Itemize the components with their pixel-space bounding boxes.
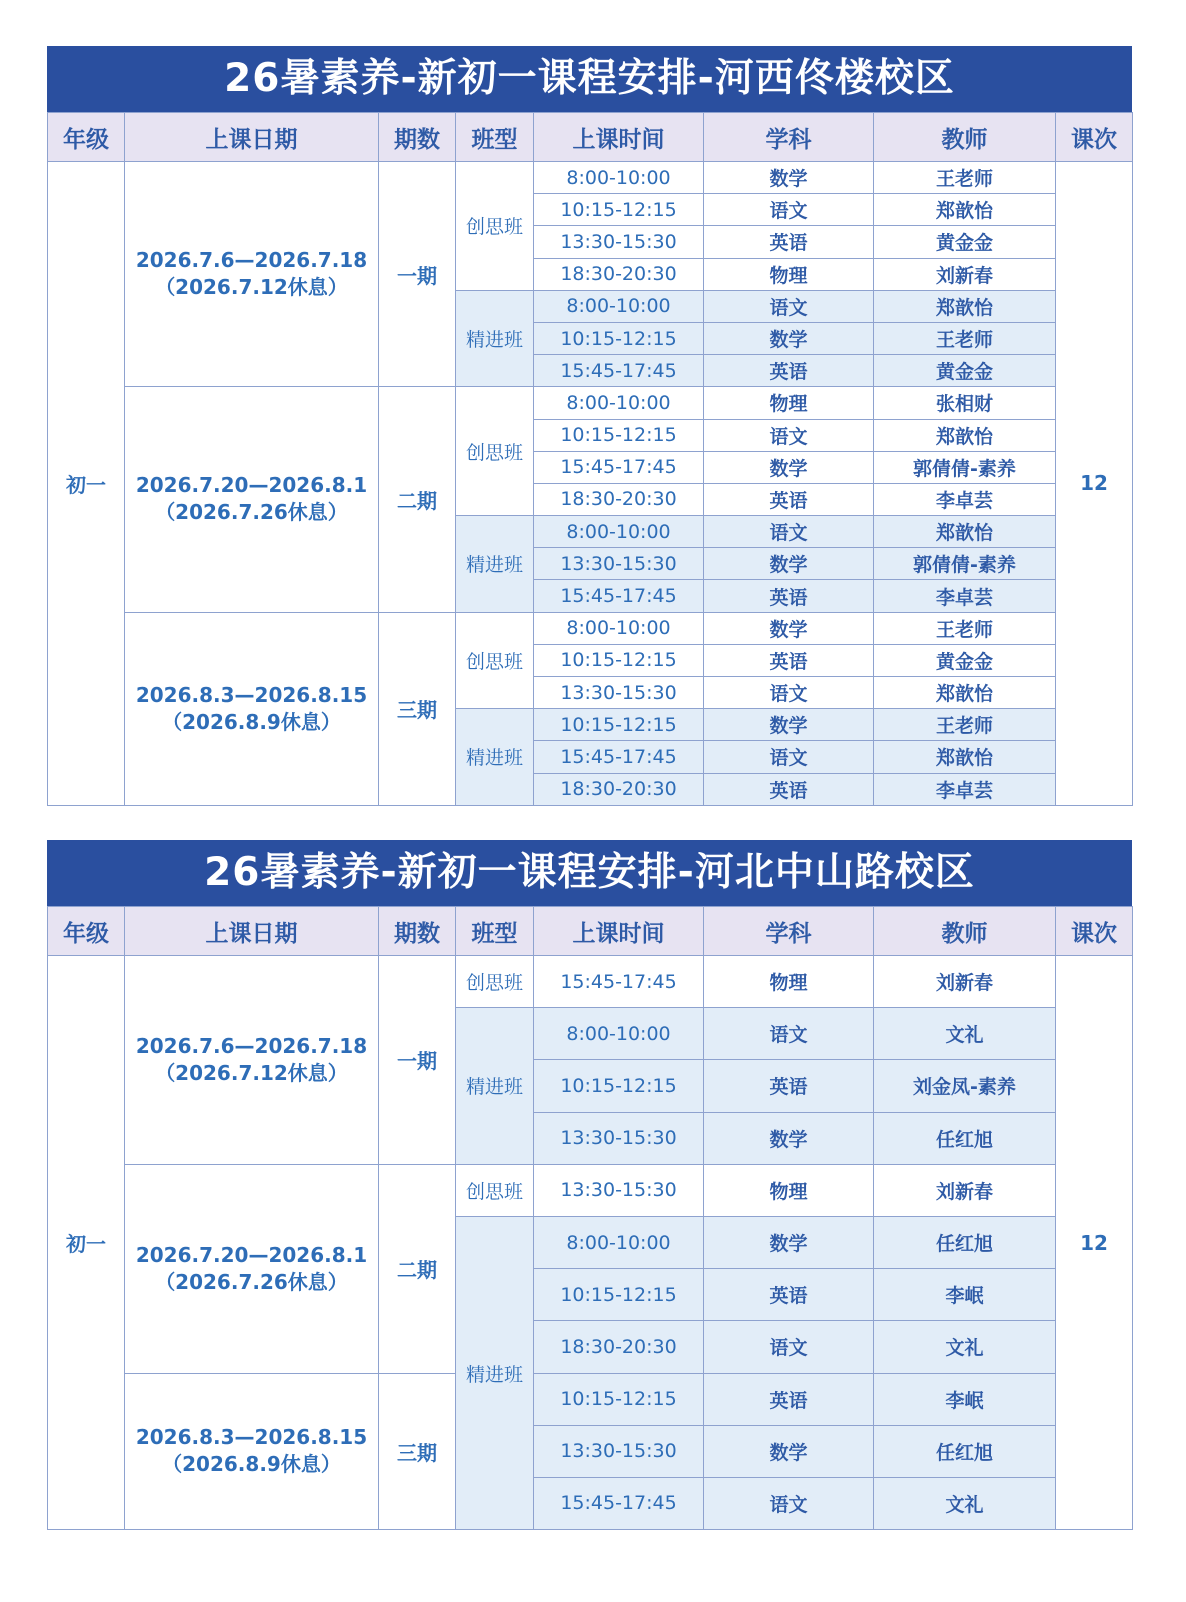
subject-cell: 英语 (704, 226, 874, 258)
subject-cell: 物理 (704, 956, 874, 1008)
time-cell: 15:45-17:45 (534, 1477, 704, 1529)
date-range: 2026.7.20—2026.8.1 (135, 1242, 368, 1267)
header-lesson-count: 课次 (1056, 907, 1133, 956)
teacher-cell: 文礼 (874, 1321, 1056, 1373)
header-row (48, 907, 1133, 956)
period-cell: 一期 (379, 956, 456, 1165)
subject-cell: 数学 (704, 1112, 874, 1164)
teacher-cell: 李岷 (874, 1373, 1056, 1425)
period-cell: 二期 (379, 387, 456, 612)
subject-cell: 数学 (704, 1425, 874, 1477)
teacher-cell: 任红旭 (874, 1425, 1056, 1477)
time-cell: 13:30-15:30 (534, 1164, 704, 1216)
teacher-cell: 刘金凤-素养 (874, 1060, 1056, 1112)
teacher-cell: 郭倩倩-素养 (874, 451, 1056, 483)
header-teacher: 教师 (874, 113, 1056, 162)
time-cell: 13:30-15:30 (534, 677, 704, 709)
class-type-cell: 创思班 (456, 162, 534, 291)
header-subject: 学科 (704, 113, 874, 162)
time-cell: 8:00-10:00 (534, 290, 704, 322)
class-type-cell: 创思班 (456, 387, 534, 516)
teacher-cell: 黄金金 (874, 644, 1056, 676)
time-cell: 8:00-10:00 (534, 612, 704, 644)
subject-cell: 英语 (704, 355, 874, 387)
teacher-cell: 王老师 (874, 322, 1056, 354)
time-cell: 18:30-20:30 (534, 773, 704, 805)
time-cell: 10:15-12:15 (534, 419, 704, 451)
subject-cell: 物理 (704, 258, 874, 290)
teacher-cell: 郑歆怡 (874, 419, 1056, 451)
schedule-title: 26暑素养-新初一课程安排-河西佟楼校区 (47, 46, 1132, 112)
header-time: 上课时间 (534, 907, 704, 956)
rest-day: （2026.8.9休息） (162, 1452, 341, 1477)
time-cell: 13:30-15:30 (534, 226, 704, 258)
teacher-cell: 郑歆怡 (874, 516, 1056, 548)
time-cell: 18:30-20:30 (534, 483, 704, 515)
teacher-cell: 刘新春 (874, 1164, 1056, 1216)
time-cell: 10:15-12:15 (534, 322, 704, 354)
class-type-cell: 创思班 (456, 956, 534, 1008)
subject-cell: 数学 (704, 548, 874, 580)
time-cell: 15:45-17:45 (534, 956, 704, 1008)
date-cell (125, 612, 379, 805)
grade-cell: 初一 (48, 162, 125, 806)
date-range: 2026.7.6—2026.7.18 (135, 248, 368, 273)
subject-cell: 语文 (704, 516, 874, 548)
rest-day: （2026.7.26休息） (155, 500, 348, 525)
date-cell (125, 162, 379, 387)
subject-cell: 数学 (704, 322, 874, 354)
teacher-cell: 李卓芸 (874, 580, 1056, 612)
time-cell: 8:00-10:00 (534, 162, 704, 194)
header-lesson-count: 课次 (1056, 113, 1133, 162)
header-subject: 学科 (704, 907, 874, 956)
table-row (48, 1373, 1133, 1425)
time-cell: 10:15-12:15 (534, 709, 704, 741)
header-row (48, 113, 1133, 162)
teacher-cell: 王老师 (874, 709, 1056, 741)
time-cell: 8:00-10:00 (534, 387, 704, 419)
header-period: 期数 (379, 907, 456, 956)
lesson-count-cell: 12 (1056, 162, 1133, 806)
lesson-count-cell: 12 (1056, 956, 1133, 1530)
subject-cell: 数学 (704, 162, 874, 194)
subject-cell: 数学 (704, 1216, 874, 1268)
table-row (48, 956, 1133, 1008)
teacher-cell: 刘新春 (874, 956, 1056, 1008)
subject-cell: 语文 (704, 290, 874, 322)
teacher-cell: 刘新春 (874, 258, 1056, 290)
subject-cell: 物理 (704, 387, 874, 419)
time-cell: 15:45-17:45 (534, 580, 704, 612)
teacher-cell: 郑歆怡 (874, 194, 1056, 226)
header-date: 上课日期 (125, 907, 379, 956)
rest-day: （2026.7.12休息） (155, 275, 348, 300)
rest-day: （2026.7.12休息） (155, 1060, 348, 1085)
subject-cell: 英语 (704, 1060, 874, 1112)
header-time: 上课时间 (534, 113, 704, 162)
table-row (48, 612, 1133, 644)
subject-cell: 语文 (704, 741, 874, 773)
teacher-cell: 王老师 (874, 162, 1056, 194)
date-range: 2026.7.20—2026.8.1 (135, 473, 368, 498)
grade-cell: 初一 (48, 956, 125, 1530)
header-period: 期数 (379, 113, 456, 162)
schedule-table-hebei (47, 840, 1132, 1530)
class-type-cell: 精进班 (456, 290, 534, 387)
class-type-cell: 精进班 (456, 516, 534, 613)
time-cell: 8:00-10:00 (534, 1216, 704, 1268)
date-range: 2026.8.3—2026.8.15 (135, 1425, 368, 1450)
table-row (48, 387, 1133, 419)
date-cell (125, 387, 379, 612)
subject-cell: 语文 (704, 194, 874, 226)
header-class-type: 班型 (456, 113, 534, 162)
subject-cell: 语文 (704, 1321, 874, 1373)
course-table (47, 112, 1133, 806)
time-cell: 10:15-12:15 (534, 1060, 704, 1112)
rest-day: （2026.7.26休息） (155, 1269, 348, 1294)
teacher-cell: 张相财 (874, 387, 1056, 419)
period-cell: 三期 (379, 1373, 456, 1530)
teacher-cell: 李岷 (874, 1269, 1056, 1321)
teacher-cell: 黄金金 (874, 226, 1056, 258)
rest-day: （2026.8.9休息） (162, 709, 341, 734)
subject-cell: 语文 (704, 1008, 874, 1060)
teacher-cell: 王老师 (874, 612, 1056, 644)
time-cell: 13:30-15:30 (534, 1112, 704, 1164)
time-cell: 15:45-17:45 (534, 741, 704, 773)
teacher-cell: 文礼 (874, 1477, 1056, 1529)
subject-cell: 英语 (704, 580, 874, 612)
class-type-cell: 精进班 (456, 1216, 534, 1529)
time-cell: 15:45-17:45 (534, 355, 704, 387)
time-cell: 10:15-12:15 (534, 194, 704, 226)
teacher-cell: 郑歆怡 (874, 741, 1056, 773)
time-cell: 15:45-17:45 (534, 451, 704, 483)
time-cell: 8:00-10:00 (534, 1008, 704, 1060)
teacher-cell: 任红旭 (874, 1216, 1056, 1268)
header-grade: 年级 (48, 907, 125, 956)
subject-cell: 语文 (704, 419, 874, 451)
subject-cell: 物理 (704, 1164, 874, 1216)
class-type-cell: 创思班 (456, 612, 534, 709)
header-date: 上课日期 (125, 113, 379, 162)
teacher-cell: 郑歆怡 (874, 677, 1056, 709)
subject-cell: 数学 (704, 612, 874, 644)
class-type-cell: 精进班 (456, 709, 534, 806)
schedule-table-hexi (47, 46, 1132, 806)
time-cell: 13:30-15:30 (534, 548, 704, 580)
subject-cell: 英语 (704, 644, 874, 676)
teacher-cell: 文礼 (874, 1008, 1056, 1060)
teacher-cell: 李卓芸 (874, 483, 1056, 515)
subject-cell: 语文 (704, 677, 874, 709)
teacher-cell: 黄金金 (874, 355, 1056, 387)
table-row (48, 1164, 1133, 1216)
date-cell (125, 1164, 379, 1373)
time-cell: 18:30-20:30 (534, 1321, 704, 1373)
time-cell: 18:30-20:30 (534, 258, 704, 290)
subject-cell: 英语 (704, 773, 874, 805)
header-class-type: 班型 (456, 907, 534, 956)
schedule-title: 26暑素养-新初一课程安排-河北中山路校区 (47, 840, 1132, 906)
period-cell: 一期 (379, 162, 456, 387)
teacher-cell: 郭倩倩-素养 (874, 548, 1056, 580)
header-grade: 年级 (48, 113, 125, 162)
teacher-cell: 任红旭 (874, 1112, 1056, 1164)
class-type-cell: 创思班 (456, 1164, 534, 1216)
subject-cell: 数学 (704, 709, 874, 741)
subject-cell: 语文 (704, 1477, 874, 1529)
time-cell: 8:00-10:00 (534, 516, 704, 548)
subject-cell: 英语 (704, 1373, 874, 1425)
subject-cell: 英语 (704, 483, 874, 515)
header-teacher: 教师 (874, 907, 1056, 956)
date-cell (125, 1373, 379, 1530)
course-table (47, 906, 1133, 1530)
subject-cell: 英语 (704, 1269, 874, 1321)
teacher-cell: 李卓芸 (874, 773, 1056, 805)
time-cell: 10:15-12:15 (534, 1269, 704, 1321)
class-type-cell: 精进班 (456, 1008, 534, 1165)
teacher-cell: 郑歆怡 (874, 290, 1056, 322)
subject-cell: 数学 (704, 451, 874, 483)
time-cell: 10:15-12:15 (534, 1373, 704, 1425)
period-cell: 二期 (379, 1164, 456, 1373)
time-cell: 10:15-12:15 (534, 644, 704, 676)
table-row (48, 162, 1133, 194)
period-cell: 三期 (379, 612, 456, 805)
date-range: 2026.7.6—2026.7.18 (135, 1033, 368, 1058)
date-range: 2026.8.3—2026.8.15 (135, 682, 368, 707)
date-cell (125, 956, 379, 1165)
time-cell: 13:30-15:30 (534, 1425, 704, 1477)
